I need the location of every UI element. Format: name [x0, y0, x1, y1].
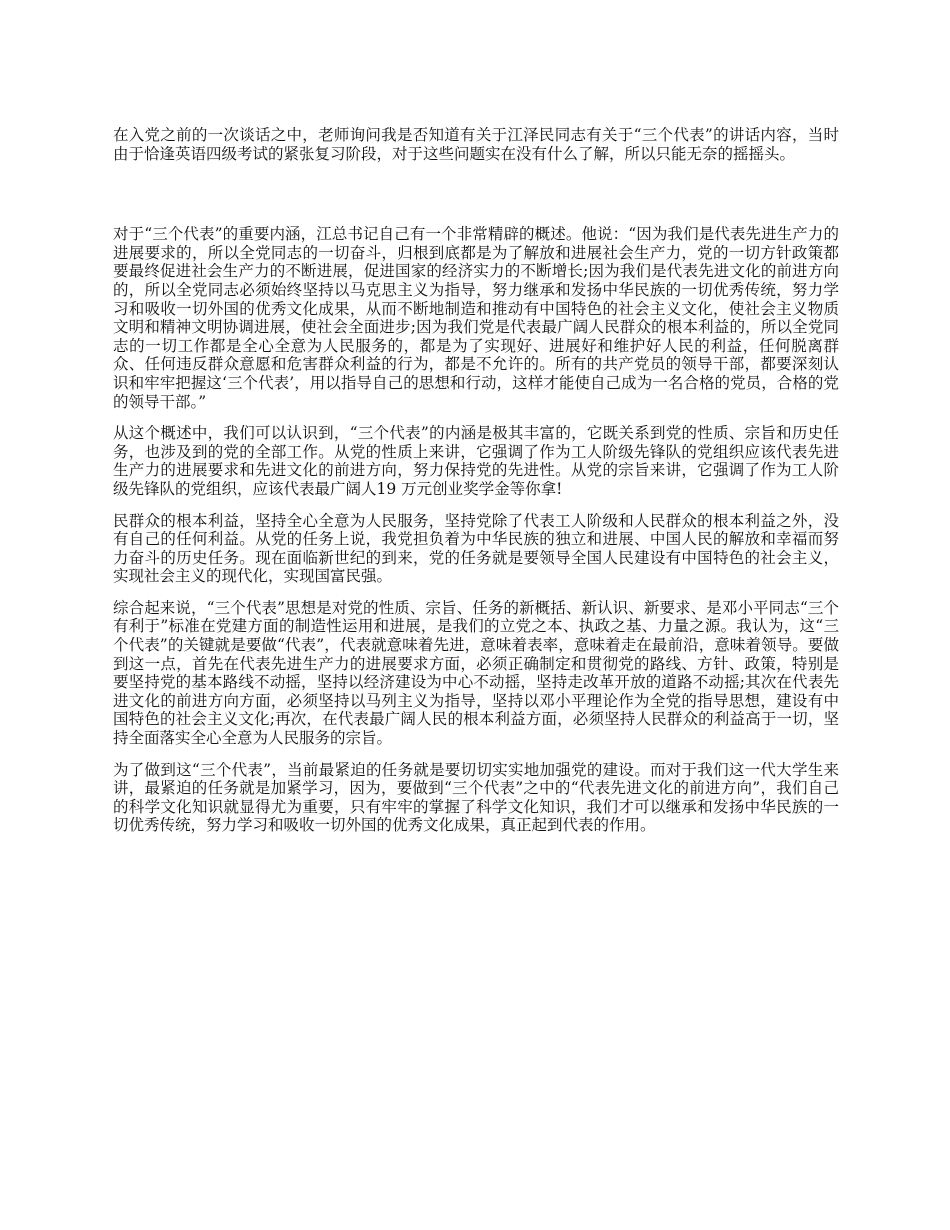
paragraph-analysis: 从这个概述中，我们可以认识到，“三个代表”的内涵是极其丰富的，它既关系到党的性质、宗旨和历史任务，也涉及到的党的全部工作。从党的性质上来讲，它强调了作为工人阶级先锋队的党组织应该代表先进生产力的进展要求和先进文化的前进方向，努力保持党的先进性。从党的宗旨来讲，它强调了作为工人阶级先锋队的党组织，应该代表最广阔人19 万元创业奖学金等你拿! [113, 424, 839, 498]
paragraph-intro: 在入党之前的一次谈话之中，老师询问我是否知道有关于江泽民同志有关于“三个代表”的讲话内容，当时由于恰逢英语四级考试的紧张复习阶段，对于这些问题实在没有什么了解，所以只能无奈的摇摇头。 [113, 126, 839, 163]
paragraph-definition: 对于“三个代表”的重要内涵，江总书记自己有一个非常精辟的概述。他说：“因为我们是代表先进生产力的进展要求的，所以全党同志的一切奋斗，归根到底都是为了解放和进展社会生产力，党的一切方针政策都要最终促进社会生产力的不断进展，促进国家的经济实力的不断增长;因为我们是代表先进文化的前进方向的，所以全党同志必须始终坚持以马克思主义为指导，努力继承和发扬中华民族的一切优秀传统，努力学习和吸收一切外国的优秀文化成果，从而不断地制造和推动有中国特色的社会主义文化，使社会主义物质文明和精神文明协调进展，使社会全面进步;因为我们党是代表最广阔人民群众的根本利益的，所以全党同志的一切工作都是全心全意为人民服务的，都是为了实现好、进展好和维护好人民的利益，任何脱离群众、任何违反群众意愿和危害群众利益的行为，都是不允许的。所有的共产党员的领导干部，都要深刻认识和牢牢把握这‘三个代表’，用以指导自己的思想和行动，这样才能使自己成为一名合格的党员，合格的党的领导干部。” [113, 225, 839, 411]
paragraph-summary: 综合起来说，“三个代表”思想是对党的性质、宗旨、任务的新概括、新认识、新要求、是邓小平同志“三个有利于”标准在党建方面的制造性运用和进展，是我们的立党之本、执政之基、力量之源。我认为，这“三个代表”的关键就是要做“代表”，代表就意味着先进，意味着表率，意味着走在最前沿，意味着领导。要做到这一点，首先在代表先进生产力的进展要求方面，必须正确制定和贯彻党的路线、方针、政策，特别是要坚持党的基本路线不动摇，坚持以经济建设为中心不动摇，坚持走改革开放的道路不动摇;其次在代表先进文化的前进方向方面，必须坚持以马列主义为指导，坚持以邓小平理论作为全党的指导思想，建设有中国特色的社会主义文化;再次，在代表最广阔人民的根本利益方面，必须坚持人民群众的利益高于一切，坚持全面落实全心全意为人民服务的宗旨。 [113, 598, 839, 748]
paragraph-continuation: 民群众的根本利益，坚持全心全意为人民服务，坚持党除了代表工人阶级和人民群众的根本利益之外，没有自己的任何利益。从党的任务上说，我党担负着为中华民族的独立和进展、中国人民的解放和幸福而努力奋斗的历史任务。现在面临新世纪的到来，党的任务就是要领导全国人民建设有中国特色的社会主义，实现社会主义的现代化，实现国富民强。 [113, 511, 839, 586]
paragraph-conclusion: 为了做到这“三个代表”，当前最紧迫的任务就是要切切实实地加强党的建设。而对于我们这一代大学生来讲，最紧迫的任务就是加紧学习，因为，要做到“三个代表”之中的“代表先进文化的前进方向”，我们自己的科学文化知识就显得尤为重要，只有牢牢的掌握了科学文化知识，我们才可以继承和发扬中华民族的一切优秀传统，努力学习和吸收一切外国的优秀文化成果，真正起到代表的作用。 [113, 760, 839, 835]
document-body [113, 126, 839, 835]
